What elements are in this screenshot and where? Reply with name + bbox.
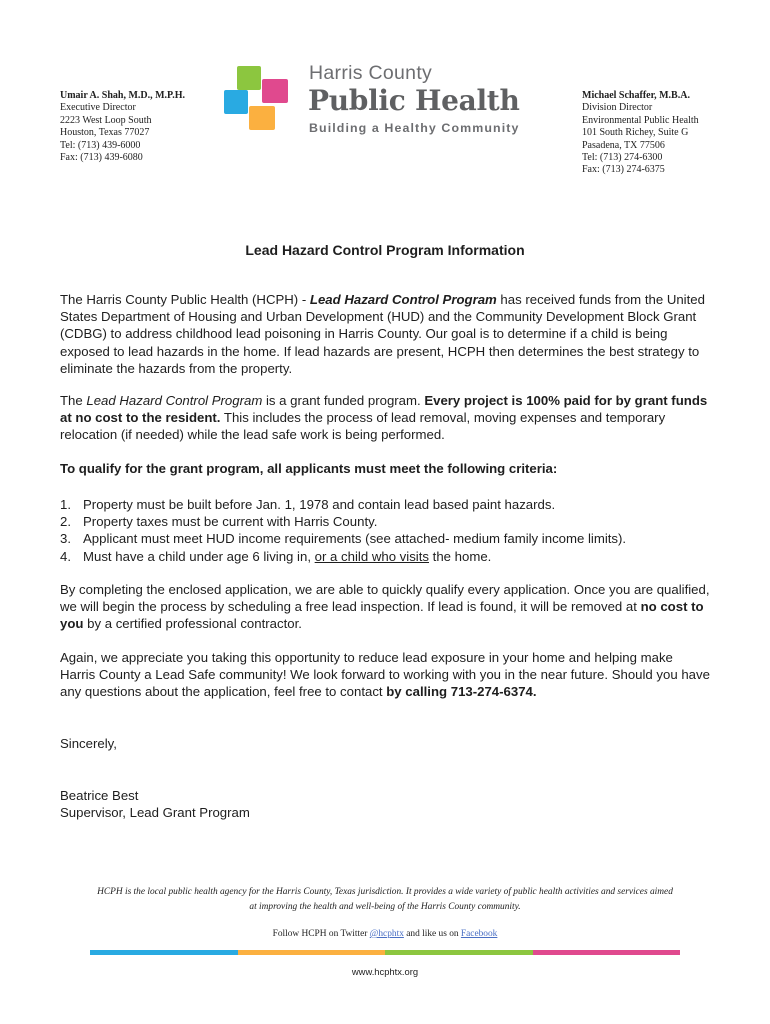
list-number: 2.	[60, 514, 71, 530]
text-run: and like us on	[403, 929, 461, 939]
list-item-text: Property must be built before Jan. 1, 1978 and contain lead based paint hazards.	[83, 497, 556, 512]
list-number: 3.	[60, 531, 71, 547]
text-run: The Harris County Public Health (HCPH) -	[60, 292, 310, 307]
contact-title: Division Director	[582, 102, 653, 114]
color-bar-segment	[238, 950, 386, 955]
list-number: 4.	[60, 548, 71, 564]
phone-number: by calling 713-274-6374.	[386, 684, 537, 700]
contact-name: Umair A. Shah, M.D., M.P.H.	[60, 90, 186, 101]
contact-address-line: 2223 West Loop South	[60, 114, 152, 126]
list-number: 1.	[60, 497, 71, 512]
signer-title: Supervisor, Lead Grant Program	[60, 805, 250, 820]
program-name: Lead Hazard Control Program	[86, 393, 263, 408]
social-follow-line	[0, 929, 770, 939]
intro-paragraph	[60, 291, 710, 377]
text-run: The	[60, 393, 87, 408]
closing-salutation: Sincerely,	[60, 736, 117, 751]
hcph-logo	[224, 62, 534, 137]
logo-public-health-text: Public Health	[308, 84, 520, 117]
no-cost-statement: Every project is 100% paid for by grant funds at no cost to the resident.	[60, 393, 708, 426]
text-run: by a certified professional contractor.	[83, 616, 302, 632]
text-run: By completing the enclosed application, we are able to quickly qualify every application. Once you are qualified, we will begin the process by scheduling a free lead inspection. If lead is found, it will be removed at	[60, 582, 710, 615]
contact-fax: Fax: (713) 439-6080	[60, 152, 143, 164]
twitter-link[interactable]: @hcphtx	[369, 929, 404, 939]
list-item-text: Must have a child under age 6 living in,	[83, 548, 315, 564]
list-item-text: Property taxes must be current with Harris County.	[83, 514, 378, 530]
text-run: This includes the process of lead removal, moving expenses and temporary relocation (if needed) while the lead safe work is being performed.	[60, 410, 666, 443]
footer-note: HCPH is the local public health agency for the Harris County, Texas jurisdiction. It provides a wide variety of public health activities and services aimed at improving the health and well-being of the Harris County community.	[97, 887, 673, 912]
no-cost-emphasis: no cost to you	[60, 599, 704, 632]
contact-department: Environmental Public Health	[582, 114, 699, 126]
letter-title: Lead Hazard Control Program Information	[245, 242, 525, 258]
list-item-text: Applicant must meet HUD income requirements (see attached- medium family income limits).	[83, 531, 627, 547]
text-run: Again, we appreciate you taking this opportunity to reduce lead exposure in your home and helping make Harris County a Lead Safe community! We look forward to working with you in the near future. Should you have any questions about the application, feel free to contact	[60, 650, 710, 700]
requirements-list	[60, 496, 626, 565]
application-paragraph	[60, 581, 710, 633]
website-url[interactable]: www.hcphtx.org	[351, 966, 419, 977]
list-item	[60, 496, 626, 513]
list-item	[60, 513, 626, 530]
executive-director-contact	[60, 90, 185, 164]
closing-paragraph	[60, 649, 710, 701]
list-item-text: the home.	[429, 548, 492, 564]
facebook-link[interactable]: Facebook	[460, 929, 498, 939]
text-run: has received funds from the United States Department of Housing and Urban Development (HUD) and the Community Development Block Grant (CDBG) to address childhood lead poisoning in Harris County. Our goal is to determine if a child is being exposed to lead hazards in the home. If lead hazards are present, HCPH then determines the best strategy to eliminate the hazards from the property.	[60, 292, 705, 376]
funding-paragraph	[60, 392, 710, 444]
underlined-text: or a child who visits	[314, 548, 429, 564]
contact-phone: Tel: (713) 439-6000	[60, 139, 141, 151]
contact-name: Michael Schaffer, M.B.A.	[582, 90, 690, 101]
color-bar-segment	[533, 950, 681, 955]
program-name: Lead Hazard Control Program	[309, 292, 497, 307]
contact-phone: Tel: (713) 274-6300	[582, 152, 663, 164]
logo-county-text: Harris County	[309, 62, 433, 84]
signer-name: Beatrice Best	[60, 788, 139, 803]
division-director-contact	[582, 90, 699, 177]
list-item	[60, 548, 626, 565]
color-bar-segment	[385, 950, 533, 955]
list-item	[60, 530, 626, 547]
contact-title: Executive Director	[60, 102, 136, 114]
text-run: is a grant funded program.	[262, 393, 425, 408]
contact-address-line: Pasadena, TX 77506	[582, 139, 665, 151]
text-run: Follow HCPH on Twitter	[272, 929, 370, 939]
logo-squares-icon	[224, 66, 294, 132]
footer-color-bar	[90, 950, 680, 955]
criteria-heading: To qualify for the grant program, all applicants must meet the following criteria:	[60, 461, 558, 476]
logo-tagline: Building a Healthy Community	[309, 121, 520, 135]
contact-address-line: 101 South Richey, Suite G	[582, 127, 689, 139]
contact-address-line: Houston, Texas 77027	[60, 127, 150, 139]
contact-fax: Fax: (713) 274-6375	[582, 164, 665, 176]
color-bar-segment	[90, 950, 238, 955]
